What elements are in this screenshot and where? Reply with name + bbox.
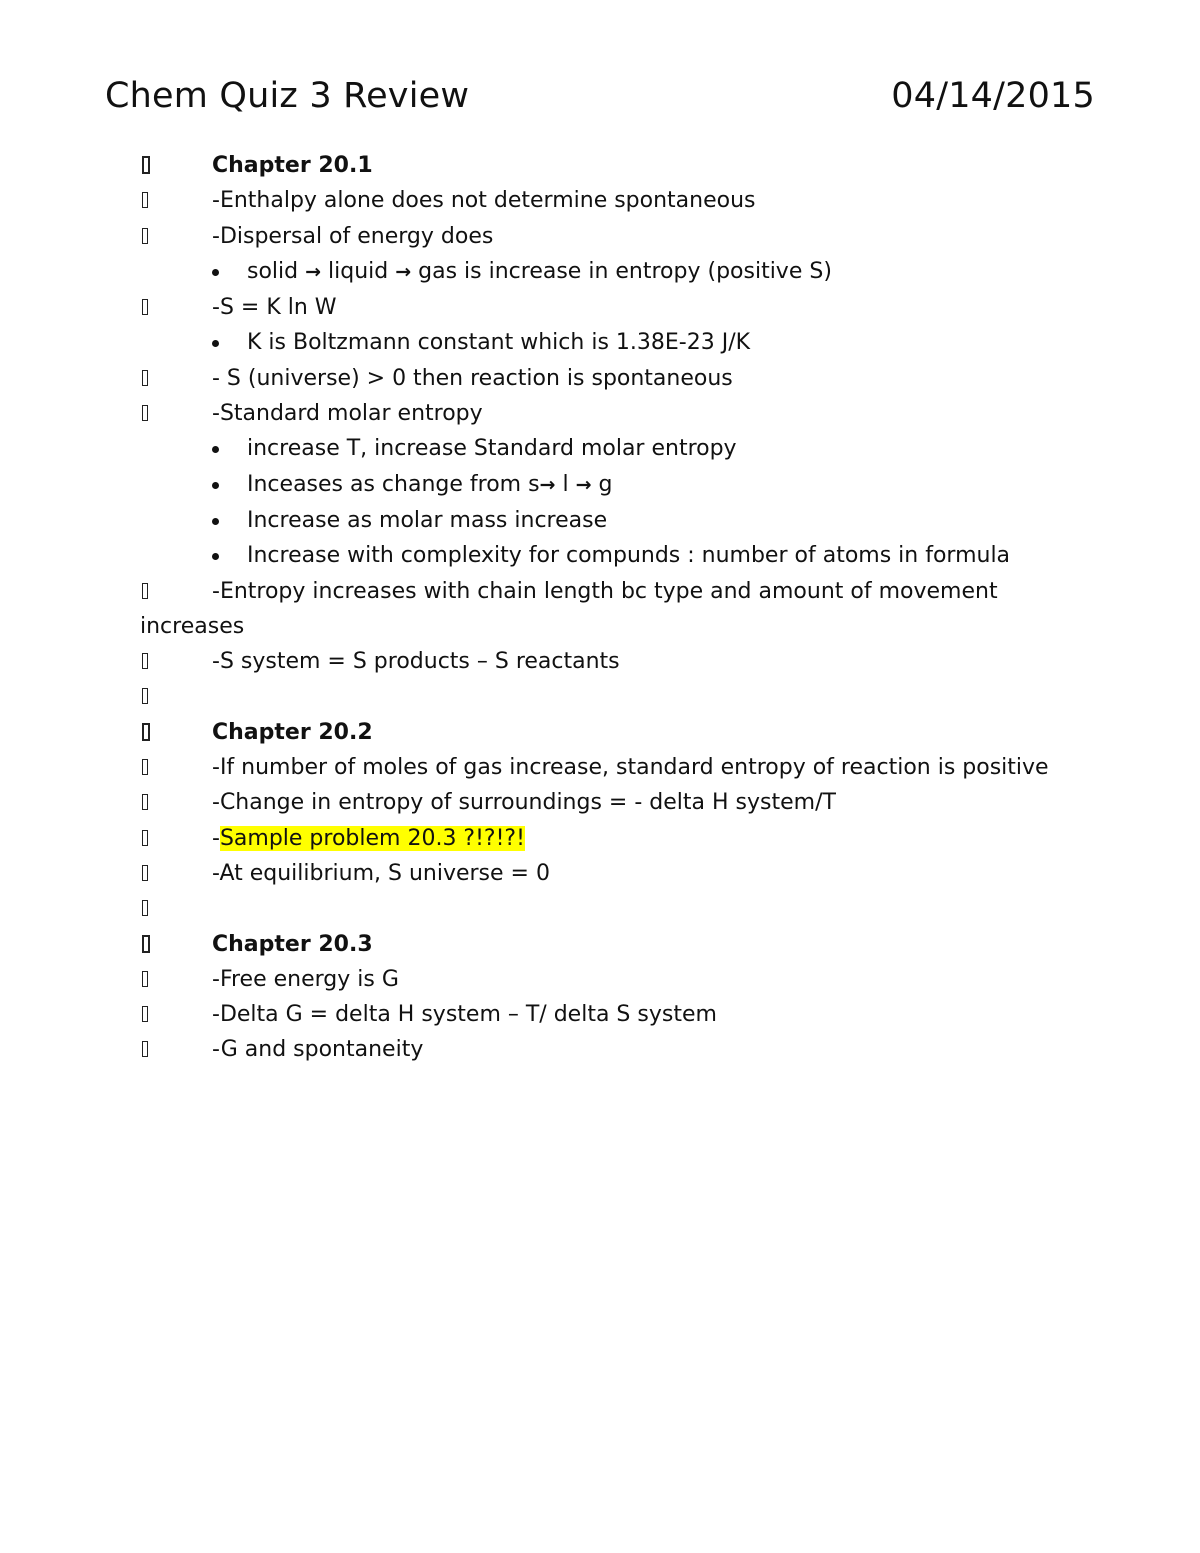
- document-header: [105, 72, 1095, 120]
- list-item-text: -Dispersal of energy does: [212, 223, 494, 249]
- sub-list-item: [140, 325, 1080, 360]
- sub-list-item: [140, 254, 1080, 290]
- list-item-text: -G and spontaneity: [212, 1037, 424, 1063]
- sub-list-item-text: Increase with complexity for compunds : number of atoms in formula: [247, 543, 1011, 569]
- sub-list-item: [140, 503, 1080, 538]
- list-marker-icon: [142, 679, 154, 716]
- list-item-text: -If number of moles of gas increase, standard entropy of reaction is positive: [212, 755, 1049, 781]
- list-item-text: -Standard molar entropy: [212, 401, 483, 427]
- list-item: [140, 219, 1080, 254]
- list-item-text: -Free energy is G: [212, 966, 399, 992]
- sub-list-item-text: solid → liquid → gas is increase in entropy (positive S): [247, 258, 832, 284]
- highlighted-text: Sample problem 20.3 ?!?!?!: [219, 825, 525, 851]
- list-item-text: -Sample problem 20.3 ?!?!?!: [212, 825, 525, 851]
- list-marker-icon: [142, 750, 154, 787]
- list-item-text: -Entropy increases with chain length bc type and amount of movement increases: [140, 578, 998, 639]
- sub-list-item-text: Inceases as change from s→ l → g: [247, 471, 613, 497]
- list-item: [140, 183, 1080, 218]
- chapter-heading-text: Chapter 20.1: [212, 153, 373, 178]
- list-item: [140, 997, 1080, 1032]
- list-item: [140, 644, 1080, 679]
- list-item-text: -S system = S products – S reactants: [212, 649, 620, 675]
- list-item-text: -Change in entropy of surroundings = - delta H system/T: [212, 790, 836, 816]
- list-item: [140, 785, 1080, 820]
- list-item: [140, 891, 1080, 926]
- list-marker-icon: [142, 715, 154, 753]
- list-item-text: -Enthalpy alone does not determine spontaneous: [212, 188, 756, 214]
- chapter-heading: [140, 927, 1080, 962]
- list-marker-icon: [142, 219, 154, 256]
- list-marker-icon: [142, 785, 154, 822]
- bullet-icon: [212, 446, 219, 453]
- arrow-right-icon: →: [305, 260, 322, 283]
- bullet-icon: [212, 269, 219, 276]
- list-marker-icon: [142, 574, 154, 611]
- list-item-text: -At equilibrium, S universe = 0: [212, 860, 550, 886]
- list-item: [140, 821, 1080, 856]
- chapter-heading: [140, 148, 1080, 183]
- sub-list-item-text: increase T, increase Standard molar entropy: [247, 436, 737, 462]
- list-marker-icon: [142, 821, 154, 858]
- list-marker-icon: [142, 396, 154, 433]
- list-marker-icon: [142, 927, 154, 965]
- bullet-icon: [212, 553, 219, 560]
- arrow-right-icon: →: [575, 473, 592, 496]
- list-item: [140, 361, 1080, 396]
- list-marker-icon: [142, 891, 154, 928]
- arrow-right-icon: →: [539, 473, 556, 496]
- bullet-icon: [212, 482, 219, 489]
- list-item: [140, 962, 1080, 997]
- list-item: [140, 574, 1080, 645]
- list-marker-icon: [142, 644, 154, 681]
- chapter-heading: [140, 715, 1080, 750]
- sub-list-item-text: K is Boltzmann constant which is 1.38E-23 J/K: [247, 330, 751, 356]
- list-marker-icon: [142, 1032, 154, 1069]
- sub-list-item-text: Increase as molar mass increase: [247, 507, 608, 533]
- list-item: [140, 396, 1080, 431]
- list-marker-icon: [142, 183, 154, 220]
- list-marker-icon: [142, 997, 154, 1034]
- sub-list-item: [140, 431, 1080, 466]
- list-item-text: -Delta G = delta H system – T/ delta S system: [212, 1002, 717, 1028]
- list-marker-icon: [142, 962, 154, 999]
- chapter-heading-text: Chapter 20.2: [212, 719, 373, 745]
- notes-body: [140, 148, 1080, 1068]
- bullet-icon: [212, 518, 219, 525]
- list-item: [140, 679, 1080, 714]
- sub-list-item: [140, 538, 1080, 573]
- chapter-heading-text: Chapter 20.3: [212, 931, 373, 957]
- document-date: 04/14/2015: [891, 76, 1095, 116]
- list-item: [140, 1032, 1080, 1067]
- list-marker-icon: [142, 148, 154, 186]
- list-marker-icon: [142, 290, 154, 327]
- list-marker-icon: [142, 856, 154, 893]
- list-item: [140, 290, 1080, 325]
- arrow-right-icon: →: [395, 260, 412, 283]
- list-item-text: -S = K ln W: [212, 295, 337, 321]
- bullet-icon: [212, 340, 219, 347]
- sub-list-item: [140, 467, 1080, 503]
- list-item: [140, 750, 1080, 785]
- list-item-text: - S (universe) > 0 then reaction is spontaneous: [212, 365, 733, 391]
- document-title: Chem Quiz 3 Review: [105, 76, 470, 116]
- list-marker-icon: [142, 361, 154, 398]
- list-item: [140, 856, 1080, 891]
